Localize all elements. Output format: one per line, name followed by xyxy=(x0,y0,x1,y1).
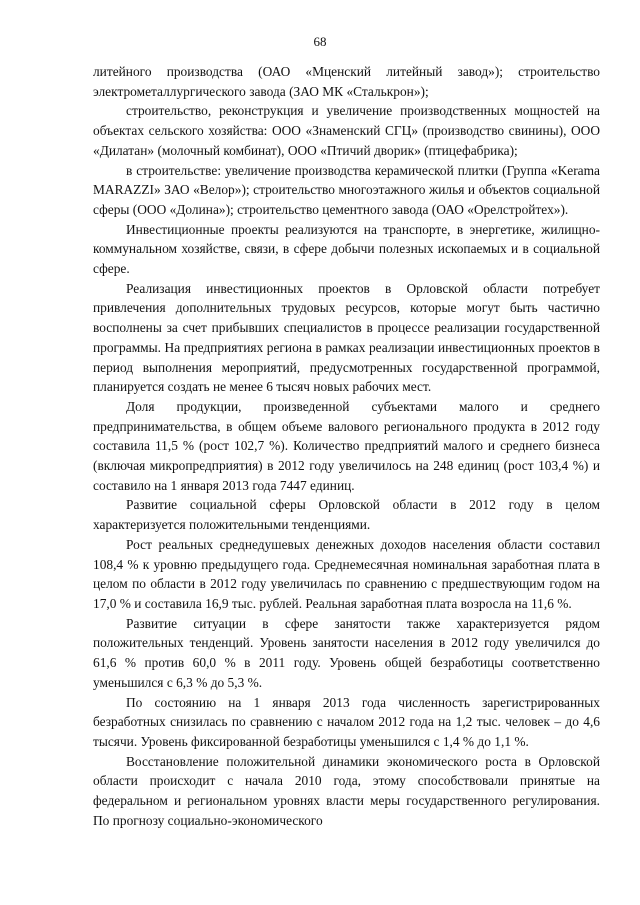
paragraph-11: Восстановление положительной динамики экономического роста в Орловской области происходит с начала 2010 года, этому способствовали принятые на федеральном и региональном уровнях власти меры государственного регулирования. По прогнозу социально-экономического xyxy=(93,753,600,828)
paragraph-6: Доля продукции, произведенной субъектами малого и среднего предпринимательства, в общем объеме валового регионального продукта в 2012 году составила 11,5 % (рост 102,7 %). Количество предприятий малого и среднего бизнеса (включая микропредприятия) в 2012 году увеличилось на 248 единиц (рост 103,4 %) и составило на 1 января 2013 года 7447 единиц. xyxy=(93,398,600,493)
paragraph-10: По состоянию на 1 января 2013 года численность зарегистрированных безработных снизилась по сравнению с началом 2012 года на 1,2 тыс. человек – до 4,6 тысячи. Уровень фиксированной безработицы уменьшился с 1,4 % до 1,1 %. xyxy=(93,694,600,749)
paragraph-1: литейного производства (ОАО «Мценский литейный завод»); строительство электрометаллургического завода (ЗАО МК «Сталькрон»); xyxy=(93,64,600,99)
paragraph-4: Инвестиционные проекты реализуются на транспорте, в энергетике, жилищно-коммунальном хозяйстве, связи, в сфере добычи полезных ископаемых и в социальной сфере. xyxy=(93,221,600,277)
page-number: 68 xyxy=(313,34,327,49)
paragraph-3: в строительстве: увеличение производства керамической плитки (Группа «Kerama MARAZZI» ЗАО «Велор»); строительство многоэтажного жилья и объектов социальной сферы (ООО «Долина»); строительство цементного завода (ОАО «Орелстройтех»). xyxy=(93,162,600,217)
paragraph-9: Развитие ситуации в сфере занятости также характеризуется рядом положительных тенденций. Уровень занятости населения в 2012 году увеличился до 61,6 % против 60,0 % в 2011 году. Уровень общей безработицы соответственно уменьшился с 6,3 % до 5,3 %. xyxy=(93,615,600,690)
paragraph-7: Развитие социальной сферы Орловской области в 2012 году в целом характеризуется положительными тенденциями. xyxy=(93,497,600,533)
paragraph-2: строительство, реконструкция и увеличение производственных мощностей на объектах сельского хозяйства: ООО «Знаменский СГЦ» (производство свинины), ООО «Дилатан» (молочный комбинат), ООО «Птичий дворик» (птицефабрика); xyxy=(93,103,600,158)
paragraph-8: Рост реальных среднедушевых денежных доходов населения области составил 108,4 % к уровню предыдущего года. Среднемесячная номинальная заработная плата в целом по области в 2012 году увеличилась по сравнению с предшествующим годом на 17,0 % и составила 16,9 тыс. рублей. Реальная заработная плата возросла на 11,6 %. xyxy=(93,536,600,611)
page-body xyxy=(93,62,600,830)
paragraph-5: Реализация инвестиционных проектов в Орловской области потребует привлечения дополнительных трудовых ресурсов, которые могут быть частично восполнены за счет прибывших специалистов в процессе реализации государственной программы. На предприятиях региона в рамках реализации инвестиционных проектов в период выполнения мероприятий, предусмотренных государственной программой, планируется создать не менее 6 тысяч новых рабочих мест. xyxy=(93,280,600,395)
